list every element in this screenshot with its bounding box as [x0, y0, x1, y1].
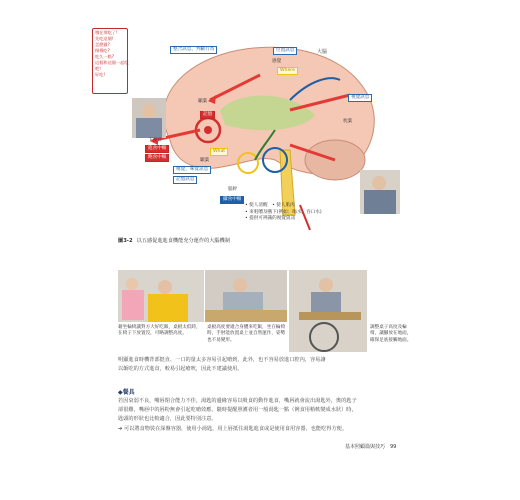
speech-bubble [92, 28, 128, 94]
speech-line: 這個和這個一起吃 [95, 60, 129, 65]
paragraph-line: 若因衰弱不良，嘴唇閉合能力不佳，湯匙的邊緣容易以吸食的動作進食，嘴唇就會流出湯匙外，奧的匙子 [118, 398, 357, 404]
photo-caption-2: 桌板高度要適合身體來吃飯，坐在輪椅時，手肘能放置桌上並自然運作，姿勢也不易變形。 [207, 325, 286, 343]
brain-diagram [90, 20, 410, 230]
legend-line: • 使人清醒 • 使人肌肉 [245, 203, 295, 208]
speech-line: 吧! [95, 66, 101, 71]
section-heading: ◆餐具 [118, 389, 135, 396]
label-integration: 整合訊息、判斷行為 [170, 46, 217, 54]
paragraph-1 [118, 356, 412, 374]
speech-line: 慢慢吃? [95, 48, 110, 53]
photo-wheelchair [289, 270, 367, 352]
speech-line: 好吃! [95, 72, 106, 77]
label-hippocampus: 顳葉 [198, 99, 208, 104]
diagram-legend [245, 203, 322, 223]
paragraph-line: ➔ 可以將食物裝在深盤容器，使用小湯匙，用上唇抵住湯匙進食或是使用食用容器，也能吃得方便。 [118, 426, 348, 432]
label-occipital: 枕葉 [343, 119, 353, 124]
paragraph-line: 卻很難，嘴唇中的唇粉無會引起吃嗆效應，隨時提醒照護者用一般湯匙一點（例食用稍軟變成水狀）時， [118, 406, 357, 413]
elderly-man-photo-left [132, 98, 166, 138]
label-memory-info: 記憶訊息 [173, 176, 197, 184]
speech-line: 先吃這個! [95, 36, 114, 41]
label-position: 位置訊息 [273, 47, 297, 55]
photo-caption-3: 調整桌子高度及輪椅，讓腳放在地面，確保足底接觸地面。 [370, 325, 412, 343]
figure-number: 圖3-2 [118, 238, 133, 244]
label-hypothalamus: 下視丘 [148, 138, 162, 143]
figure-title: 以五感促進進食機能充分運作的大腦機制 [136, 238, 230, 244]
label-brain: 大腦 [317, 49, 328, 55]
speech-line: 吃久一點? [95, 54, 114, 59]
paragraph-2 [118, 397, 412, 423]
legend-line: • 提供可辨識的視覺資訊 [245, 216, 296, 222]
legend-line: • 來咀嚼及嚥下(例如：喝水、吞口水) [245, 209, 322, 215]
label-hunger-center: 進食中樞 [145, 145, 169, 153]
label-smell-taste: 嗅覺、味覺訊息 [173, 166, 211, 174]
paragraph-line: 匙頭的形狀也比較適合，因此要特別注意。 [118, 415, 217, 422]
label-where: Where [277, 67, 298, 75]
photo-table-height [205, 270, 287, 322]
label-food-center: 攝食中樞 [220, 196, 244, 204]
label-temporal: 顳葉 [200, 158, 210, 163]
speech-line: 哦在那吃了! [95, 30, 118, 35]
elderly-man-photo-right [360, 170, 400, 214]
label-memory: 記憶 [200, 111, 215, 119]
label-sensory: 感覺 [272, 59, 282, 64]
label-visual: 視覺訊息 [348, 94, 372, 102]
paragraph-line: 以飯吃的方式進食，較易引起嗆咳，因此不建議使用。 [118, 365, 243, 372]
photo-caregiver-assist [118, 270, 204, 322]
paragraph-3 [118, 425, 412, 434]
speech-line: 怎麼做? [95, 42, 110, 47]
paragraph-line: 明顯進食時機背部挺直、一口的量太多容易引起嗆到，此外，也不容易放進口腔內，容易讓 [118, 357, 326, 363]
photo-caption-1: 藉坐輪椅讓對方大好吃飯，桌板太低時，在椅子下放置沒，可略調整高度。 [118, 325, 201, 337]
figure-caption [118, 237, 230, 244]
label-brainstem: 腦幹 [228, 187, 238, 192]
label-what: What [210, 148, 228, 156]
page-footer: 基本照顧篇與技巧 99 [345, 444, 397, 450]
label-satiety-center: 飽食中樞 [145, 154, 169, 162]
